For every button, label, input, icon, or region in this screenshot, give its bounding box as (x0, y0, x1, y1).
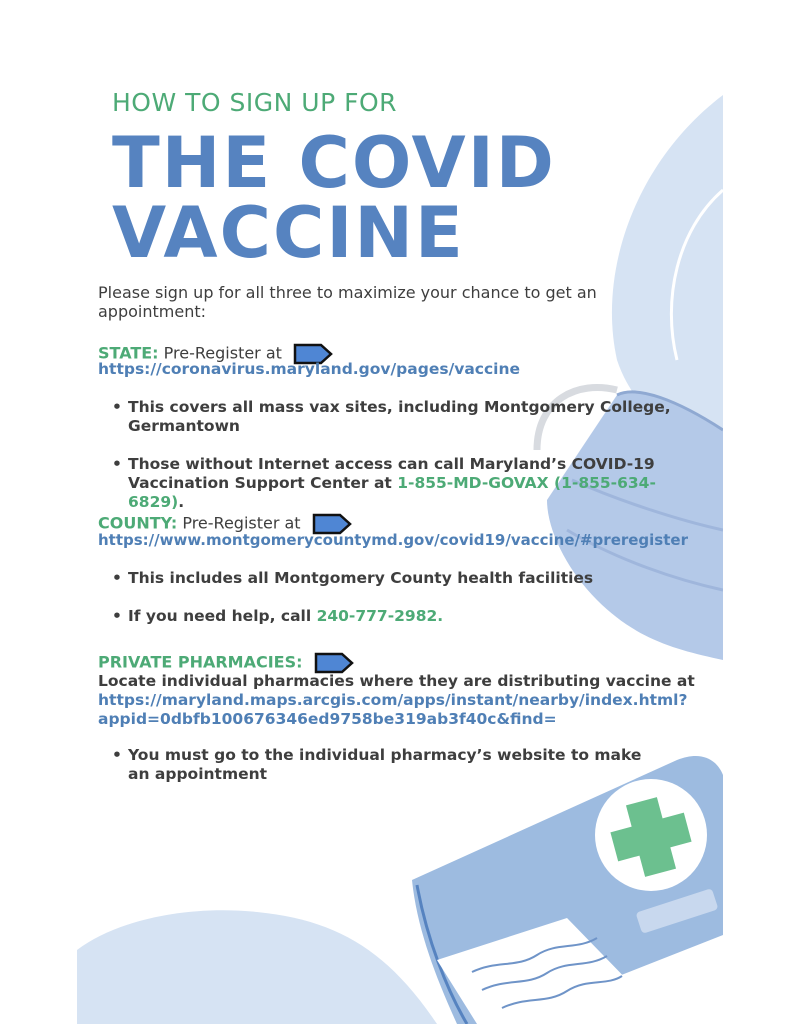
county-label: COUNTY: (98, 513, 178, 533)
state-prompt: Pre-Register at (163, 343, 282, 363)
pharmacies-link-line-2[interactable]: appid=0dbfb100676346ed9758be319ab3f40c&find= (98, 710, 557, 728)
pharmacies-label: PRIVATE PHARMACIES: (98, 652, 303, 672)
arrow-tag-icon (314, 652, 354, 674)
title-line-2: VACCINE (112, 192, 465, 274)
state-phone[interactable]: 1-855-MD-GOVAX (1-855-634-6829) (128, 474, 656, 511)
pharmacies-description: Locate individual pharmacies where they are distributing vaccine at (98, 672, 695, 690)
page-title (112, 122, 556, 274)
state-link[interactable]: https://coronavirus.maryland.gov/pages/vaccine (98, 360, 521, 378)
pharmacies-heading (98, 652, 354, 674)
county-prompt: Pre-Register at (182, 513, 301, 533)
county-link[interactable]: https://www.montgomerycountymd.gov/covid19/vaccine/#preregister (98, 531, 688, 549)
kicker-heading: HOW TO SIGN UP FOR (112, 88, 398, 117)
intro-text: Please sign up for all three to maximize your chance to get an appointment: (98, 283, 597, 321)
county-phone[interactable]: 240-777-2982. (316, 607, 444, 625)
state-label: STATE: (98, 343, 159, 363)
pharmacies-link-line-1[interactable]: https://maryland.maps.arcgis.com/apps/instant/nearby/index.html? (98, 691, 688, 709)
poster-content: HOW TO SIGN UP FOR THE COVID VACCINE Please sign up for all three to maximize your chance to get an appointment: STATE: Pre-Register at https://coronavirus.maryland.gov/pages/vaccine • This covers all mass vax sites, including Montgomery College, Germantown • Those without Internet access can call Maryland’s COVID-19 Vaccination Support Center at 1-855-MD-GOVAX (1-855-634-6829). COUNTY: Pre-Register at https://www.montgomerycountymd.gov/covid19/vaccine/#preregister • This includes all Montgomery County health facilities • If you need help, call 240-777-2982. PRIVATE PHARMACIES: Locate individual pharmacies where they are distributing vaccine at https://maryland.maps.arcgis.com/apps/instant/nearby/index.html? appid=0dbfb100676346ed9758be319ab3f40c&find= • You must go to the individual pharmacy’s website to make an appointment (98, 88, 695, 783)
title-line-1: THE COVID (112, 122, 556, 204)
